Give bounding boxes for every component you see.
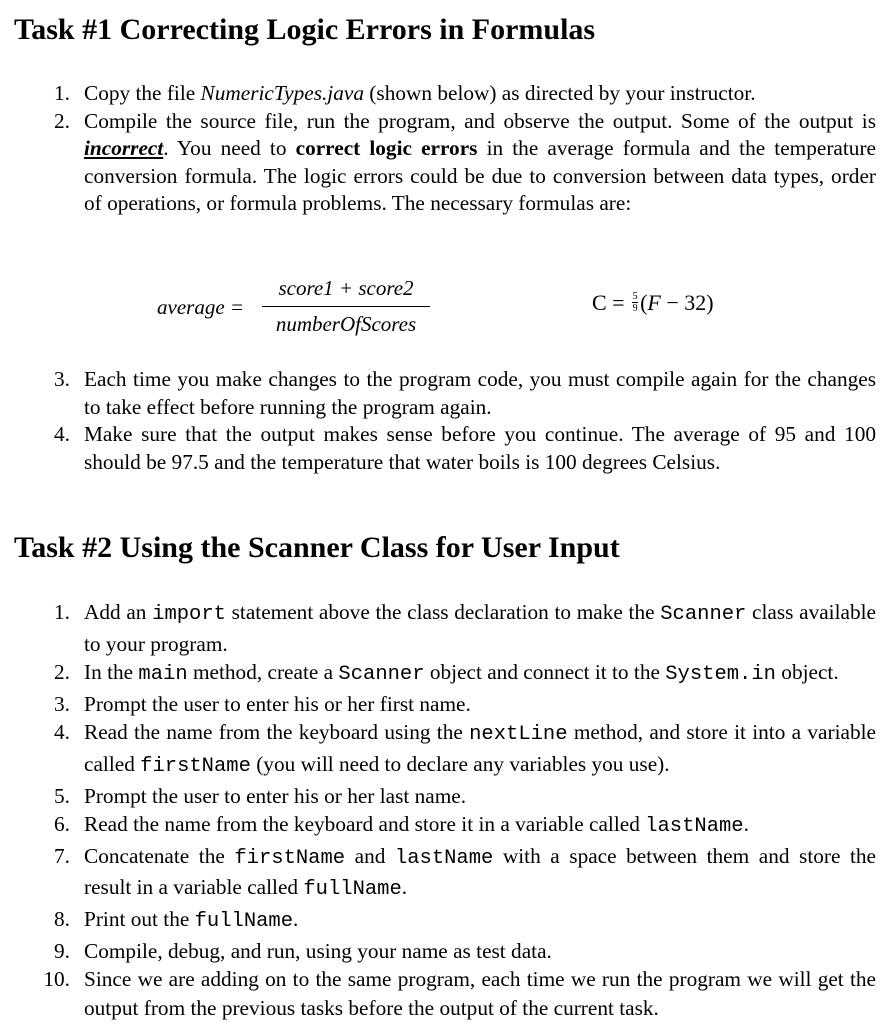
list-item: 3. Each time you make changes to the program code, you must compile again for the changes to take effect before running the program again. <box>54 367 876 419</box>
list-item: 1. Copy the file NumericTypes.java (shown below) as directed by your instructor. <box>54 81 756 105</box>
task2-heading: Task #2 Using the Scanner Class for User Input <box>14 531 620 564</box>
task1-steps-list <box>0 80 895 218</box>
task2-steps-list <box>0 598 895 1022</box>
emphasis-correct-logic-errors: correct logic errors <box>295 136 478 161</box>
list-item: 5. Prompt the user to enter his or her last name. <box>54 783 467 808</box>
fraction-bar <box>262 306 430 307</box>
list-item: 2. Compile the source file, run the program, and observe the output. Some of the output is incorrect. You need to correct logic errors in the average formula and the temperature conversion formula. The logic errors could be due to conversion between data types, order of operations, or formula problems. The necessary formulas are: <box>54 108 876 216</box>
list-item: 2. In the main method, create a Scanner object and connect it to the System.in object. <box>54 660 839 687</box>
document-page: Task #1 Correcting Logic Errors in Formulas 1. Copy the file NumericTypes.java (shown below) as directed by your instructor. 2. Compile the source file, run the program, and observe the output. Some of the output is incorrect. You need to correct logic errors in the average formula and the temperature conversion formula. The logic errors could be due to conversion between data types, order of operations, or formula problems. The necessary formulas are: average = score1 + score2 numberOfScores C = $\frac{5}{9}$ (F − 32) 3. Each time you make changes to the program code, you must compile again for the changes to take effect before running the program again. 4. Make sure that the output makes sense before you continue. The average of 95 and 100 should be 97.5 and the temperature that water boils is 100 degrees Celsius. Task #2 Using the Scanner Class for User Input 1. Add an import statement above the class declaration to make the Scanner class available to your program. 2. In the main method, create a Scanner object and connect it to the System.in object. 3. Prompt the user to enter his or her first name. 4. Read the name from the keyboard using the nextLine method, and store it into a variable called firstName (you will need to declare any variables you use). 5. Prompt the user to enter his or her last name. 6. Read the name from the keyboard and store it in a variable called lastName. 7. Concatenate the firstName and lastName with a space between them and store the result in a variable called fullName. 8. Print out the fullName. 9. Compile, debug, and run, using your name as test data. 10. Since we are adding on to the same program, each time we run the program we will get the output from the previous tasks before the output of the current task. <box>0 0 895 1026</box>
formula-denominator: numberOfScores <box>275 312 417 336</box>
formula-numerator: score1 + score2 <box>278 276 414 300</box>
file-name: NumericTypes.java <box>200 81 364 105</box>
list-item: 1. Add an import statement above the class declaration to make the Scanner class available to your program. <box>54 600 876 656</box>
task1-steps-list-continued <box>0 366 895 476</box>
list-item: 6. Read the name from the keyboard and store it in a variable called lastName. <box>54 812 749 839</box>
celsius-formula: C = $\frac{5}{9}$ (F − 32) <box>592 290 714 315</box>
list-item: 10. Since we are adding on to the same program, each time we run the program we will get the output from the previous tasks before the output of the current task. <box>43 967 876 1020</box>
list-item: 4. Make sure that the output makes sense before you continue. The average of 95 and 100 should be 97.5 and the temperature that water boils is 100 degrees Celsius. <box>54 422 876 474</box>
list-item: 8. Print out the fullName. <box>54 906 299 933</box>
five-ninths-fraction: $\frac{5}{9}$ <box>632 291 638 314</box>
list-item: 9. Compile, debug, and run, using your name as test data. <box>54 938 552 963</box>
list-item: 3. Prompt the user to enter his or her first name. <box>54 691 471 716</box>
emphasis-incorrect: incorrect <box>84 136 164 161</box>
task1-heading: Task #1 Correcting Logic Errors in Formulas <box>14 13 596 46</box>
list-item: 4. Read the name from the keyboard using the nextLine method, and store it into a variable called firstName (you will need to declare any variables you use). <box>54 720 876 778</box>
list-item: 7. Concatenate the firstName and lastName with a space between them and store the result in a variable called fullName. <box>54 843 876 902</box>
